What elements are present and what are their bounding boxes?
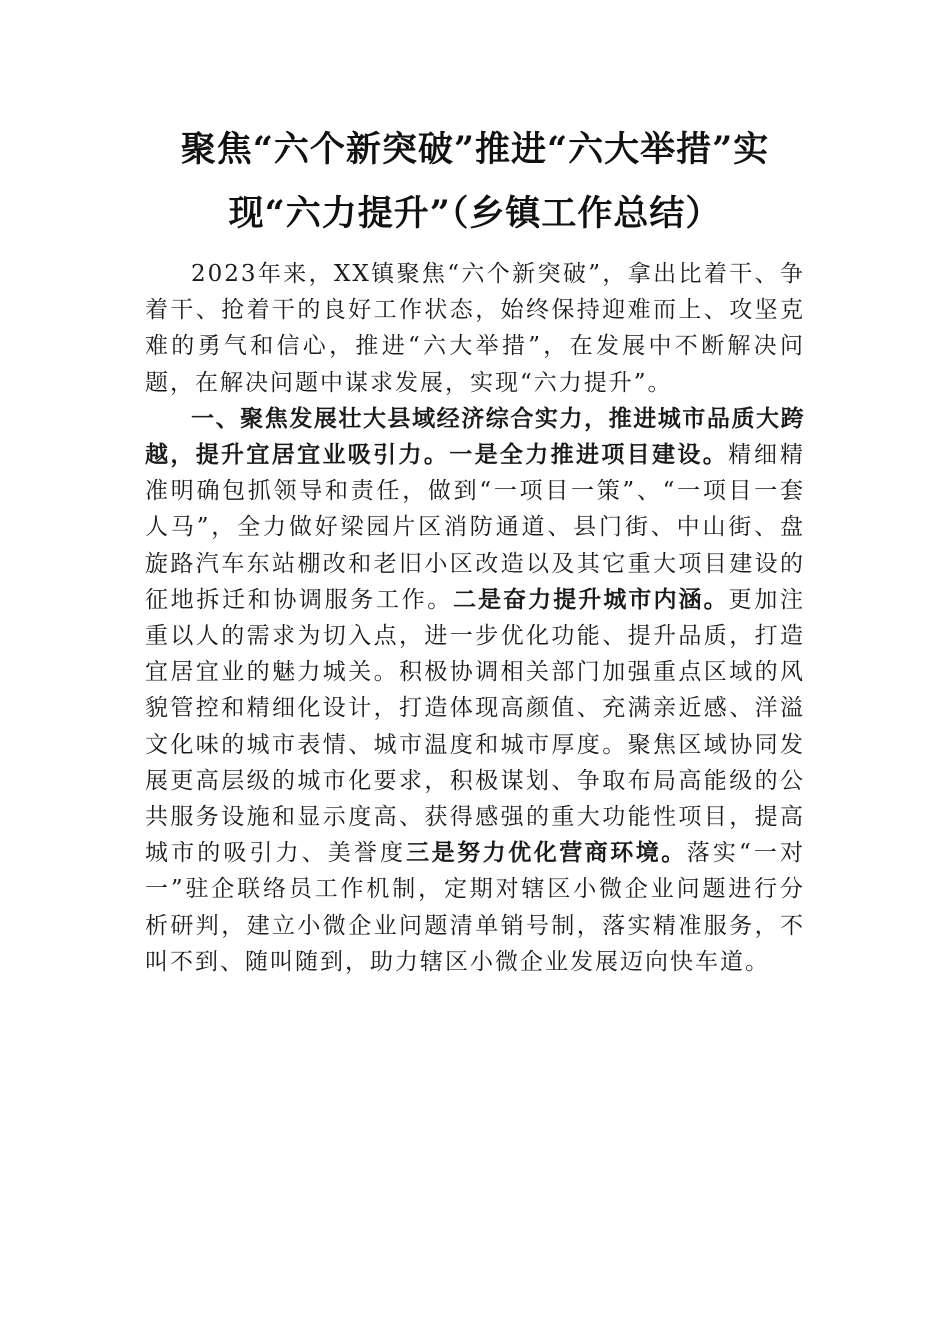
document-title (145, 118, 805, 246)
point-one-text: 精细精准明确包抓领导和责任，做到“一项目一策”、“一项目一套人马”，全力做好梁园片区消防通道、县门街、中山街、盘旋路汽车东站棚改和老旧小区改造以及其它重大项目建设的征地拆迁和协调服务工作。 (145, 442, 805, 613)
point-three-title: 三是努力优化营商环境。 (406, 840, 687, 867)
intro-paragraph: 2023年来，XX镇聚焦“六个新突破”，拿出比着干、争着干、抢着干的良好工作状态，始终保持迎难而上、攻坚克难的勇气和信心，推进“六大举措”，在发展中不断解决问题，在解决问题中谋求发展，实现“六力提升”。 (145, 261, 805, 396)
section-one-paragraph (145, 401, 805, 980)
section-one-heading: 一、聚焦发展壮大县域经济综合实力，推进城市品质大跨越，提升宜居宜业吸引力。 (145, 405, 805, 469)
title-line-1: 聚焦“六个新突破”推进“六大举措”实 (180, 129, 770, 170)
title-line-2: 现“六力提升”（乡镇工作总结） (228, 193, 722, 234)
point-two-title: 二是奋力提升城市内涵。 (452, 586, 729, 613)
point-one-title: 一是全力推进项目建设。 (449, 442, 729, 469)
document-body (145, 256, 805, 980)
point-three-text: 落实“一对一”驻企联络员工作机制，定期对辖区小微企业问题进行分析研判，建立小微企业问题清单销号制，落实精准服务，不叫不到、随叫随到，助力辖区小微企业发展迈向快车道。 (145, 840, 806, 975)
point-two-text: 更加注重以人的需求为切入点，进一步优化功能、提升品质，打造宜居宜业的魅力城关。积极协调相关部门加强重点区域的风貌管控和精细化设计，打造体现高颜值、充满亲近感、洋溢文化味的城市表情、城市温度和城市厚度。聚焦区域协同发展更高层级的城市化要求，积极谋划、争取布局高能级的公共服务设施和显示度高、获得感强的重大功能性项目，提高城市的吸引力、美誉度 (145, 586, 805, 867)
document-page (145, 118, 805, 980)
